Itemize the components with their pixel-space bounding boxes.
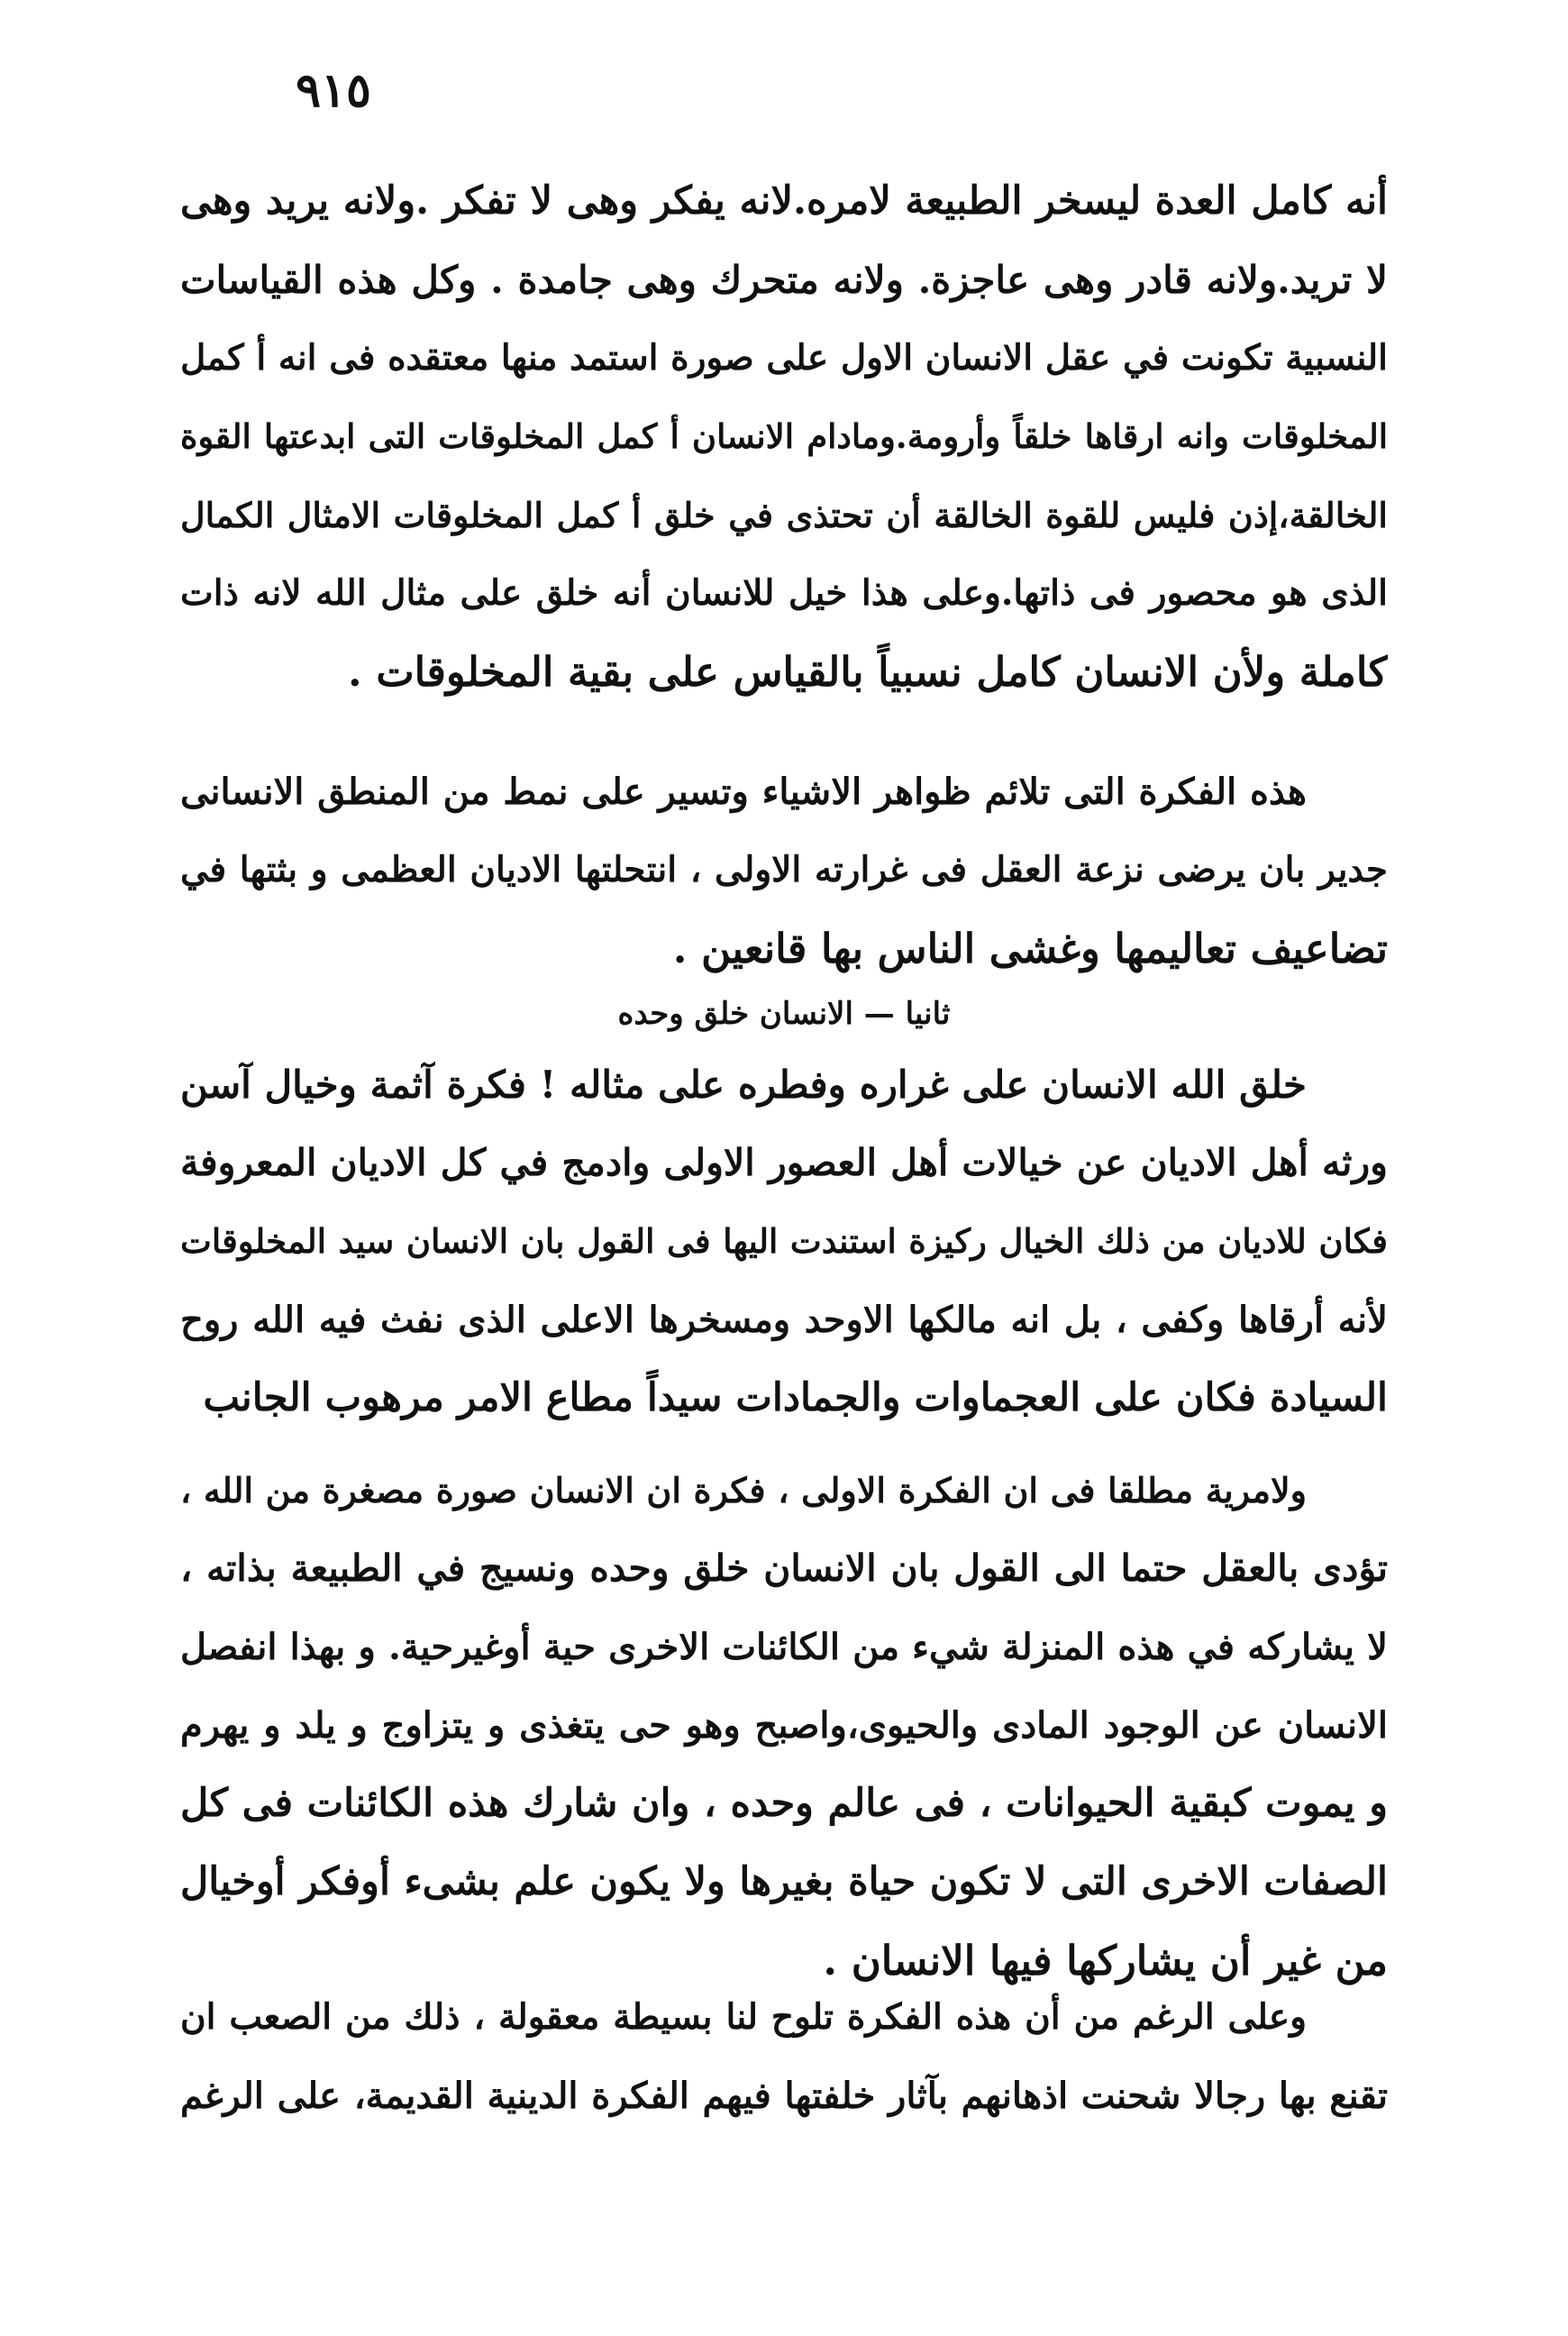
text-line: أنه كامل العدة ليسخر الطبيعة لامره.لانه يفكر وهى لا تفكر .ولانه يريد وهى [180, 178, 1388, 224]
text-line: جدير بان يرضى نزعة العقل فى غرارته الاولى ، انتحلتها الاديان العظمى و بثتها في [180, 849, 1388, 890]
text-line: و يموت كبقية الحيوانات ، فى عالم وحده ، وان شارك هذه الكائنات فى كل [180, 1781, 1388, 1826]
text-line: تقنع بها رجالا شحنت اذهانهم بآثار خلفتها فيهم الفكرة الدينية القديمة، على الرغم [180, 2075, 1388, 2117]
text-line: لا تريد.ولانه قادر وهى عاجزة. ولانه متحرك وهى جامدة . وكل هذه القياسات [180, 258, 1388, 302]
text-line: المخلوقات وانه ارقاها خلقاً وأرومة.ومادام الانسان أ كمل المخلوقات التى ابدعتها القوة [180, 416, 1388, 456]
section-heading: ثانيا — الانسان خلق وحده [617, 996, 951, 1032]
text-line: تؤدى بالعقل حتما الى القول بان الانسان خلق وحده ونسيج في الطبيعة بذاته ، [180, 1547, 1388, 1590]
paragraph-4 [180, 1451, 1388, 2000]
text-line: خلق الله الانسان على غراره وفطره على مثاله ! فكرة آثمة وخيال آسن [180, 1063, 1307, 1107]
text-line: لأنه أرقاها وكفى ، بل انه مالكها الاوحد ومسخرها الاعلى الذى نفث فيه الله روح [180, 1299, 1388, 1341]
text-line: فكان للاديان من ذلك الخيال ركيزة استندت اليها فى القول بان الانسان سيد المخلوقات [180, 1221, 1388, 1261]
text-line: ولامرية مطلقا فى ان الفكرة الاولى ، فكرة ان الانسان صورة مصغرة من الله ، [180, 1470, 1307, 1510]
paragraph-3 [180, 1045, 1388, 1437]
text-line: ورثه أهل الاديان عن خيالات أهل العصور الاولى وادمج في كل الاديان المعروفة [180, 1141, 1388, 1184]
text-line: الخالقة،إذن فليس للقوة الخالقة أن تحتذى في خلق أ كمل المخلوقات الامثال الكمال [180, 495, 1388, 535]
text-line: كاملة ولأن الانسان كامل نسبياً بالقياس على بقية المخلوقات . [347, 648, 1388, 696]
text-line: لا يشاركه في هذه المنزلة شيء من الكائنات الاخرى حية أوغيرحية. و بهذا انفصل [180, 1626, 1388, 1668]
text-line: السيادة فكان على العجماوات والجمادات سيداً مطاع الامر مرهوب الجانب [203, 1375, 1388, 1420]
section-heading-block [180, 982, 1388, 1045]
text-line: هذه الفكرة التى تلائم ظواهر الاشياء وتسير على نمط من المنطق الانسانى [180, 771, 1307, 813]
paragraph-1 [180, 162, 1388, 711]
page-number: ٩١٥ [296, 63, 371, 118]
text-line: وعلى الرغم من أن هذه الفكرة تلوح لنا بسيطة معقولة ، ذلك من الصعب ان [180, 1996, 1307, 2038]
text-line: الانسان عن الوجود المادى والحيوى،واصبح وهو حى يتغذى و يتزاوج و يلد و يهرم [180, 1704, 1388, 1747]
text-line: الذى هو محصور فى ذاتها.وعلى هذا خيل للانسان أنه خلق على مثال الله لانه ذات [180, 572, 1388, 614]
text-line: الصفات الاخرى التى لا تكون حياة بغيرها ولا يكون علم بشىء أوفكر أوخيال [180, 1859, 1388, 1904]
text-line: تضاعيف تعاليمها وغشى الناس بها قانعين . [672, 925, 1388, 972]
text-line: من غير أن يشاركها فيها الانسان . [823, 1937, 1388, 1985]
paragraph-2 [180, 753, 1388, 988]
text-line: النسبية تكونت في عقل الانسان الاول على صورة استمد منها معتقده فى انه أ كمل [180, 337, 1388, 379]
paragraph-5 [180, 1978, 1388, 2135]
